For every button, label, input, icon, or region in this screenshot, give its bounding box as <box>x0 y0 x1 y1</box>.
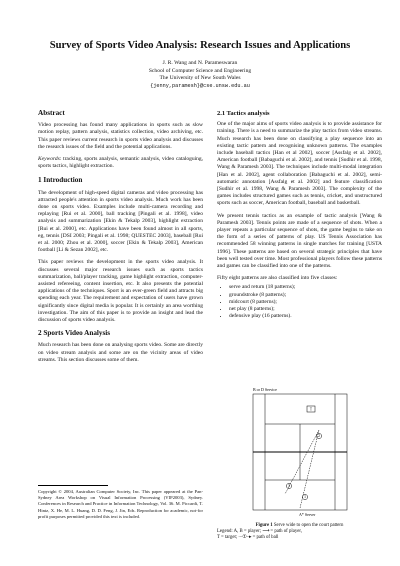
caption-text: Serve wide to open the court pattern <box>272 523 344 528</box>
keywords <box>38 156 203 170</box>
affiliation-university: The University of New South Wales <box>159 75 241 82</box>
section-1-paragraph-2: This paper reviews the development in the sports video analysis. It discusses several major research issues such as sports tactics summarization, ball/player tracking, game highlight extraction, computer-assisted refereeing, content insertion, etc. It also presents the potential applications of the techniques. Sport is an ever-green field and attracts big spending each year. The requirement and expectation of users have grown significantly since digital media is popular. It is certainly an area worthing investigation. The aim of this paper is to provide an insight and lead the discussion of sports video analysis. <box>38 259 203 324</box>
left-column <box>38 110 203 369</box>
caption-label: Figure 1 <box>255 523 273 528</box>
ball-path <box>285 430 319 508</box>
author-names: J. R. Wang and N. Parameswaran <box>162 60 238 66</box>
keywords-label: Keywords <box>38 156 60 163</box>
caption-legend-1: Legend: A, B = player; ⟶ = path of player, <box>217 529 302 535</box>
copyright-footnote <box>38 485 203 520</box>
figure-label-top: B or D Service <box>253 387 277 392</box>
list-item: • groundstroke (8 patterns); <box>229 292 382 299</box>
tennis-court-diagram <box>245 386 355 518</box>
list-item: • serve and return (18 patterns); <box>229 284 382 291</box>
caption-legend-2: T = target; ·–①–▸ = path of ball <box>217 535 279 541</box>
shot-label-3: 3 <box>288 484 290 489</box>
affiliation-school: School of Computer Science and Engineering <box>148 67 252 74</box>
section-1-paragraph-1: The development of high-speed digital cameras and video processing has attracted people's attention in sports video analysis. Much work has been done on sports video. Examples include multi-camera recording and replaying [Rui et al. 2000], ball tracking [Pingali et al. 1998], video analysis and summarization [Ekin & Tekalp 2003], highlight extraction [Rui et al. 2000], etc. Applications have been found almost in all sports, eg, tennis [DSI 2003; Pingali et al. 1998; QUESTEC 2003], baseball [Rui et al. 2000; Zhou et al. 2000], soccer [Ekin & Tekalp 2003], American football [Li & Sezan 2002], etc. <box>38 189 203 254</box>
abstract-text: Video processing has found many applications in sports such as slow motion replay, pattern analysis, statistics collection, video archiving, etc. This paper reviews current research in sports video analysis and discusses the research issues of the field and the potential applications. <box>38 122 203 150</box>
copyright-text: Copyright © 2004, Australian Computer Society, Inc. This paper appeared at the Pan-Sydney Area Workshop on Visual Information Processing (VIP2003), Sydney. Conferences in Research and Practice in Information Technology, Vol. 36. M. Piccardi, T. Hintz, X. He, M. L. Huang, D. D. Feng, J. Jin, Eds. Reproduction for academic, not-for profit purposes permitted provided this text is included. <box>38 489 203 519</box>
pattern-class-list <box>217 284 382 320</box>
abstract-heading: Abstract <box>38 109 65 117</box>
section-2-1-paragraph-3: Fifty eight patterns are also classified into five classes: <box>217 275 338 282</box>
keywords-text: : tracking, sports analysis, semantic analysis, video cataloguing, sports tactics, highlight extraction. <box>38 156 203 170</box>
section-2-1-heading: 2.1 Tactics analysis <box>217 110 270 117</box>
shot-label-1: 1 <box>304 495 306 500</box>
right-column <box>217 110 382 324</box>
list-item: • defensive play (16 patterns). <box>229 313 382 320</box>
author-email: {jenny,paramesh}@cse.unsw.edu.au <box>150 82 250 89</box>
section-2-1-paragraph-2: We present tennis tactics as an example of tactic analysis [Wang & Paramesh 2003]. Tennis points are made of a sequence of shots. When a player repeats a particular sequence of shots, the game begins to take on the form of a series of patterns of play. US Tennis Association has recommended 58 winning patterns in single matches for training [USTA 1996]. These patterns are based on several strategic principles that have been well tested over time. Most professional players follow these patterns and games can be classified into one of the patterns. <box>217 212 382 270</box>
paper-title: Survey of Sports Video Analysis: Research Issues and Applications <box>49 40 351 51</box>
target-label: T <box>309 407 313 412</box>
shot-label-2: 2 <box>318 434 320 439</box>
section-2-heading: 2 Sports Video Analysis <box>38 329 111 338</box>
author-block <box>0 60 400 90</box>
list-item: • net play (8 patterns); <box>229 306 382 313</box>
list-item: • midcourt (8 patterns); <box>229 299 382 306</box>
figure-label-bottom: A* Server <box>299 512 316 517</box>
section-2-1-paragraph-1: One of the major aims of sports video analysis is to provide assistance for training. There is a need to summarize the play tactics from video streams. Much research has been done on classifying a play sequence into an existing tactic pattern and recognising unknown patterns. The examples include baseball tactics [Han et al 2002], soccer [Assfalg et al. 2002], American football [Babaguchi et al. 2002], and tennis [Sudhir et al. 1998, Wang & Paramesh 2003]. The techniques include multi-modal integration [Han et al. 2002], agent collaboration [Babaguchi et al. 2002], semi-automatic annotation [Assfalg et al. 2002] and feature classification [Sudhir et al. 1998, Wang & Paramesh 2003]. The complexity of the games includes structured games such as tennis, cricket, and unstructured sports such as soccer, American football, baseball and basketball. <box>217 121 382 207</box>
figure-caption <box>217 523 382 542</box>
section-1-heading: 1 Introduction <box>38 176 83 185</box>
section-2-paragraph-1: Much research has been done on analysing sports video. Some are directly on video stream analysis and some are on the vicinity areas of video streams. This section discusses some of them. <box>38 342 203 363</box>
footnote-rule <box>38 485 108 486</box>
